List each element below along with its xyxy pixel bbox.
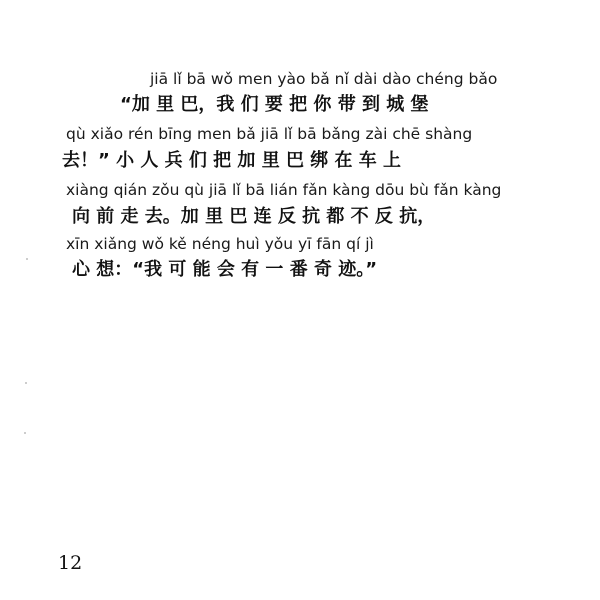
hanzi-line-2: 去！” 小 人 兵 们 把 加 里 巴 绑 在 车 上 — [62, 150, 402, 171]
page-number: 12 — [58, 552, 83, 574]
pinyin-line-1: jiā lǐ bā wǒ men yào bǎ nǐ dài dào chéng bǎo — [150, 70, 498, 88]
scan-speck — [25, 382, 27, 384]
pinyin-line-3: xiàng qián zǒu qù jiā lǐ bā lián fǎn kàng dōu bù fǎn kàng — [66, 181, 502, 199]
hanzi-line-3: 向 前 走 去。加 里 巴 连 反 抗 都 不 反 抗， — [72, 206, 436, 227]
hanzi-line-4: 心 想：“我 可 能 会 有 一 番 奇 迹。” — [72, 259, 378, 280]
scan-speck — [26, 258, 28, 260]
hanzi-line-1: “加 里 巴，我 们 要 把 你 带 到 城 堡 — [120, 94, 429, 115]
pinyin-line-2: qù xiǎo rén bīng men bǎ jiā lǐ bā bǎng zài chē shàng — [66, 125, 473, 143]
pinyin-line-4: xīn xiǎng wǒ kě néng huì yǒu yī fān qí jì — [66, 235, 374, 253]
scan-speck — [24, 432, 26, 434]
